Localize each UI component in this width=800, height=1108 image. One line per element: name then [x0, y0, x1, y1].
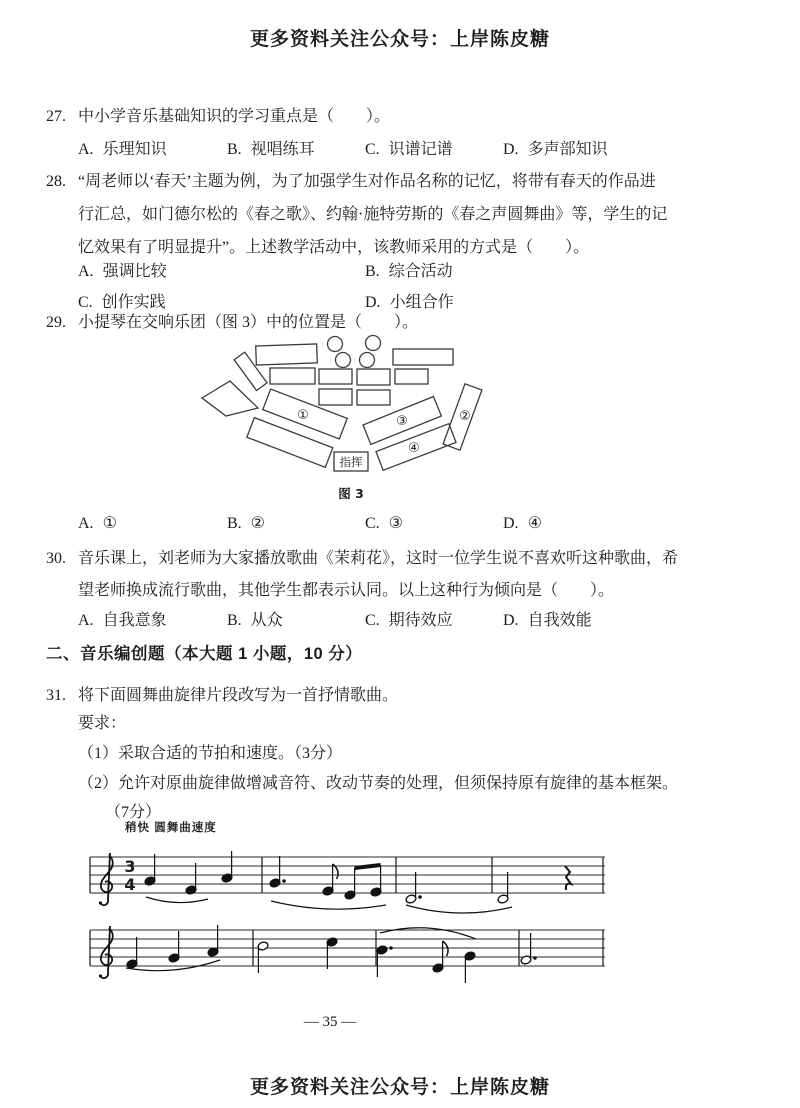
q30-number: 30. [46, 550, 66, 567]
q28-line1: “周老师以‘春天’主题为例，为了加强学生对作品名称的记忆，将带有春天的作品进 [78, 173, 656, 190]
q28-line2: 行汇总，如门德尔松的《春之歌》、约翰·施特劳斯的《春之声圆舞曲》等，学生的记 [78, 206, 668, 223]
q31-requirements-label: 要求： [78, 715, 127, 732]
slur [271, 901, 386, 909]
quarter-rest [565, 866, 571, 890]
section-2-label: ② [459, 409, 471, 424]
figure-caption: 图 3 [338, 486, 364, 500]
treble-clef-icon [99, 853, 113, 905]
q31-number: 31. [46, 687, 66, 704]
timpani-circle [366, 336, 381, 351]
q28-option-a: A. 强调比较 [78, 263, 167, 280]
timpani-circle [360, 353, 375, 368]
diagram-box [319, 389, 352, 405]
svg-text:3: 3 [124, 857, 136, 876]
svg-text:4: 4 [124, 875, 136, 894]
timpani-circle [336, 353, 351, 368]
q27-option-b: B. 视唱练耳 [227, 141, 315, 158]
q28-number: 28. [46, 173, 66, 190]
q30-option-b: B. 从众 [227, 612, 283, 629]
question-28 [46, 168, 656, 191]
diagram-box [270, 368, 315, 384]
section-4-label: ④ [408, 441, 420, 456]
q29-options [0, 513, 800, 535]
q29-option-b: B. ② [227, 515, 266, 532]
slur [406, 905, 512, 913]
q31-req2: （2）允许对原曲旋律做增减音符、改动节奏的处理，但须保持原有旋律的基本框架。 [78, 775, 679, 792]
q31-text: 将下面圆舞曲旋律片段改写为一首抒情歌曲。 [78, 687, 399, 704]
q27-number: 27. [46, 108, 66, 125]
question-29 [46, 309, 418, 332]
section-1-label: ① [297, 408, 309, 423]
treble-clef-icon [99, 926, 113, 978]
q28-line3: 忆效果有了明显提升”。上述教学活动中，该教师采用的方式是（ ）。 [78, 239, 590, 256]
q28-option-b: B. 综合活动 [365, 263, 453, 280]
diagram-wedge [202, 381, 258, 416]
question-30 [46, 545, 678, 568]
timpani-circle [328, 337, 343, 352]
q27-options [0, 136, 800, 158]
q27-option-c: C. 识谱记谱 [365, 141, 453, 158]
question-27 [46, 103, 390, 126]
section-2-title: 二、音乐编创题（本大题 1 小题，10 分） [46, 645, 363, 663]
slur [146, 897, 208, 903]
orchestra-diagram [180, 332, 620, 500]
q29-option-a: A. ① [78, 515, 117, 532]
q29-option-c: C. ③ [365, 515, 404, 532]
q30-line1: 音乐课上，刘老师为大家播放歌曲《茉莉花》，这时一位学生说不喜欢听这种歌曲，希 [78, 550, 679, 567]
q29-number: 29. [46, 314, 66, 331]
q28-options-row2 [0, 289, 800, 311]
page-number: — 35 — [303, 1014, 357, 1030]
q30-option-d: D. 自我效能 [503, 612, 592, 629]
section-3-label: ③ [396, 414, 408, 429]
conductor-label: 指挥 [339, 455, 363, 469]
q27-option-d: D. 多声部知识 [503, 141, 608, 158]
q28-option-c: C. 创作实践 [78, 294, 166, 311]
diagram-box [395, 369, 428, 384]
tempo-marking: 稍快 圆舞曲速度 [125, 822, 217, 834]
page-footer: 更多资料关注公众号：上岸陈皮糖 [249, 1077, 550, 1098]
diagram-box [234, 352, 267, 390]
diagram-box [393, 349, 453, 365]
q30-option-a: A. 自我意象 [78, 612, 167, 629]
page-header: 更多资料关注公众号：上岸陈皮糖 [249, 29, 550, 50]
slur [380, 928, 476, 939]
diagram-box [319, 369, 352, 384]
q28-option-d: D. 小组合作 [365, 294, 454, 311]
q28-options-row1 [0, 258, 800, 280]
q29-text: 小提琴在交响乐团（图 3）中的位置是（ ）。 [78, 314, 419, 331]
diagram-box [247, 418, 333, 468]
diagram-box [256, 344, 318, 365]
q31-req2-points: （7分） [105, 804, 162, 821]
q30-options [0, 607, 800, 629]
q27-option-a: A. 乐理知识 [78, 141, 167, 158]
q31-req1: （1）采取合适的节拍和速度。（3分） [78, 745, 343, 762]
q30-line2: 望老师换成流行歌曲，其他学生都表示认同。以上这种行为倾向是（ ）。 [78, 582, 615, 599]
question-31 [46, 682, 398, 705]
diagram-box [357, 369, 390, 385]
q29-option-d: D. ④ [503, 515, 542, 532]
music-notation [85, 840, 715, 1000]
q27-text: 中小学音乐基础知识的学习重点是（ ）。 [78, 108, 391, 125]
diagram-box [357, 390, 390, 405]
q30-option-c: C. 期待效应 [365, 612, 453, 629]
